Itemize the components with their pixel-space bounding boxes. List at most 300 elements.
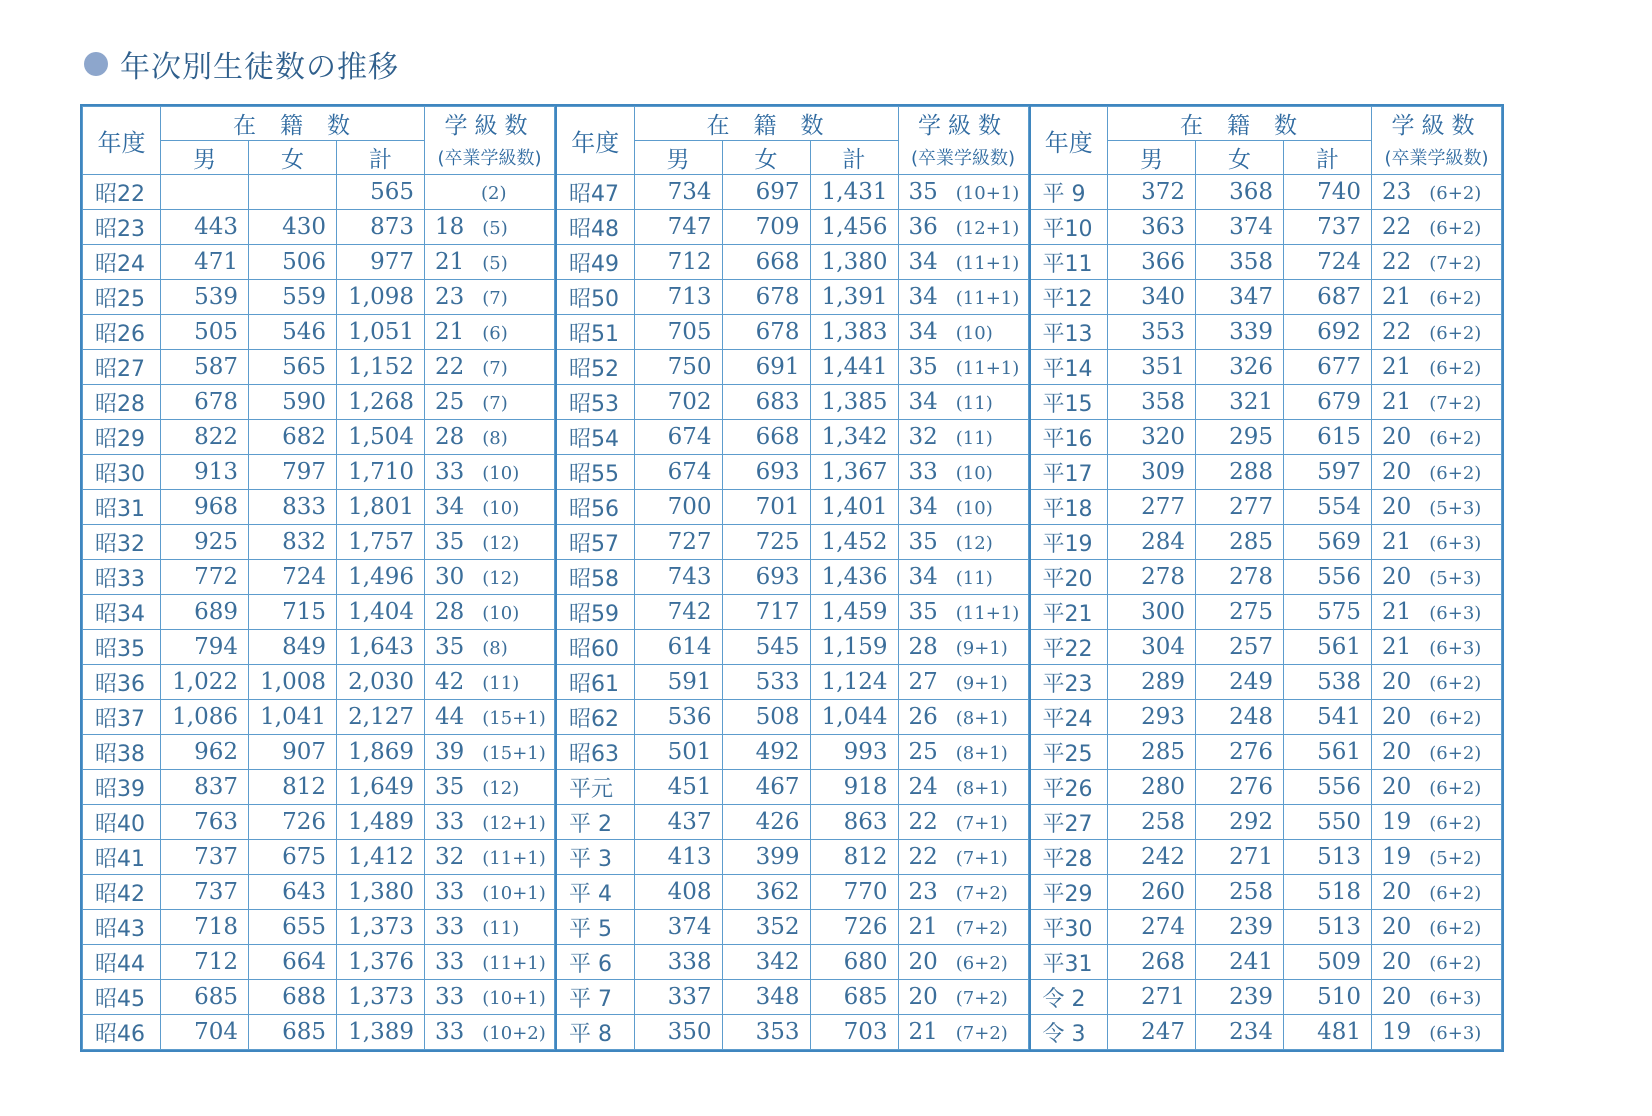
class-count-cell (1372, 875, 1502, 910)
female-count-cell: 276 (1196, 735, 1284, 770)
total-count-cell: 993 (810, 735, 898, 770)
female-count-cell: 295 (1196, 420, 1284, 455)
class-count: 35 (908, 179, 938, 205)
male-count-cell: 962 (161, 735, 249, 770)
graduating-class-count: (6+2) (1429, 288, 1482, 309)
class-count-cell (898, 735, 1028, 770)
total-count-cell: 726 (810, 910, 898, 945)
total-count-cell: 687 (1284, 280, 1372, 315)
table-row (556, 1015, 1028, 1050)
year-cell: 平 8 (556, 1015, 634, 1050)
class-count-cell (898, 910, 1028, 945)
female-count-cell: 683 (722, 385, 810, 420)
enrollment-table (555, 106, 1029, 1050)
class-count-cell (1372, 175, 1502, 210)
class-count: 19 (1382, 844, 1412, 870)
year-cell: 平14 (1030, 350, 1108, 385)
class-count: 33 (435, 459, 465, 485)
male-count-cell: 925 (161, 525, 249, 560)
total-count-cell: 1,051 (337, 315, 425, 350)
graduating-class-count: (6+2) (1429, 358, 1482, 379)
male-count-cell: 674 (634, 420, 722, 455)
year-cell: 平13 (1030, 315, 1108, 350)
class-count: 20 (1382, 774, 1412, 800)
class-count-cell (1372, 665, 1502, 700)
class-count: 21 (1382, 389, 1412, 415)
graduating-class-count: (12) (955, 533, 993, 554)
table-row (1030, 1015, 1502, 1050)
table-row (83, 455, 555, 490)
class-count: 20 (908, 949, 938, 975)
class-count-cell (1372, 210, 1502, 245)
table-row (83, 840, 555, 875)
year-cell: 平 3 (556, 840, 634, 875)
header-total: 計 (1284, 141, 1372, 175)
table-row (556, 735, 1028, 770)
class-count: 34 (908, 249, 938, 275)
class-count-cell (1372, 245, 1502, 280)
total-count-cell: 597 (1284, 455, 1372, 490)
year-cell: 平19 (1030, 525, 1108, 560)
male-count-cell: 413 (634, 840, 722, 875)
graduating-class-count: (12) (482, 778, 520, 799)
total-count-cell: 863 (810, 805, 898, 840)
year-cell: 昭40 (83, 805, 161, 840)
table-row (1030, 945, 1502, 980)
female-count-cell: 693 (722, 560, 810, 595)
year-cell: 昭43 (83, 910, 161, 945)
table-row (556, 595, 1028, 630)
table-row (1030, 175, 1502, 210)
graduating-class-count: (11+1) (482, 953, 546, 974)
year-cell: 昭46 (83, 1015, 161, 1050)
male-count-cell: 338 (634, 945, 722, 980)
female-count-cell: 239 (1196, 910, 1284, 945)
class-count: 20 (1382, 739, 1412, 765)
female-count-cell: 326 (1196, 350, 1284, 385)
female-count-cell: 717 (722, 595, 810, 630)
header-classes: 学級数 (898, 107, 1028, 141)
year-cell: 昭55 (556, 455, 634, 490)
table-row (556, 315, 1028, 350)
class-count-cell (425, 210, 555, 245)
year-cell: 平 2 (556, 805, 634, 840)
total-count-cell: 1,268 (337, 385, 425, 420)
total-count-cell: 565 (337, 175, 425, 210)
graduating-class-count: (10+1) (482, 988, 546, 1009)
table-row (556, 560, 1028, 595)
year-cell: 平16 (1030, 420, 1108, 455)
total-count-cell: 1,380 (810, 245, 898, 280)
female-count-cell: 426 (722, 805, 810, 840)
male-count-cell: 674 (634, 455, 722, 490)
table-row (1030, 980, 1502, 1015)
male-count-cell (161, 175, 249, 210)
class-count-cell (425, 420, 555, 455)
year-cell: 昭56 (556, 490, 634, 525)
table-row (83, 700, 555, 735)
year-cell: 昭35 (83, 630, 161, 665)
male-count-cell: 772 (161, 560, 249, 595)
total-count-cell: 1,159 (810, 630, 898, 665)
female-count-cell: 239 (1196, 980, 1284, 1015)
table-row (556, 700, 1028, 735)
graduating-class-count: (6) (482, 323, 508, 344)
class-count-cell (425, 805, 555, 840)
male-count-cell: 274 (1108, 910, 1196, 945)
female-count-cell: 277 (1196, 490, 1284, 525)
female-count-cell: 832 (249, 525, 337, 560)
total-count-cell: 518 (1284, 875, 1372, 910)
class-count: 20 (1382, 704, 1412, 730)
female-count-cell: 849 (249, 630, 337, 665)
year-cell: 昭33 (83, 560, 161, 595)
class-count-cell (1372, 910, 1502, 945)
bullet-dot-icon (84, 52, 108, 76)
table-row (556, 350, 1028, 385)
year-cell: 昭63 (556, 735, 634, 770)
class-count: 20 (1382, 914, 1412, 940)
female-count-cell: 565 (249, 350, 337, 385)
male-count-cell: 685 (161, 980, 249, 1015)
male-count-cell: 742 (634, 595, 722, 630)
class-count-cell (1372, 420, 1502, 455)
table-row (1030, 490, 1502, 525)
male-count-cell: 268 (1108, 945, 1196, 980)
graduating-class-count: (10) (955, 498, 993, 519)
graduating-class-count: (10) (955, 463, 993, 484)
class-count: 33 (435, 809, 465, 835)
year-cell: 平28 (1030, 840, 1108, 875)
female-count-cell: 278 (1196, 560, 1284, 595)
male-count-cell: 678 (161, 385, 249, 420)
female-count-cell: 675 (249, 840, 337, 875)
year-cell: 昭49 (556, 245, 634, 280)
year-cell: 平15 (1030, 385, 1108, 420)
class-count: 34 (908, 284, 938, 310)
male-count-cell: 536 (634, 700, 722, 735)
male-count-cell: 734 (634, 175, 722, 210)
year-cell: 平10 (1030, 210, 1108, 245)
header-total: 計 (810, 141, 898, 175)
table-row (1030, 280, 1502, 315)
year-cell: 昭45 (83, 980, 161, 1015)
class-count: 22 (435, 354, 465, 380)
class-count-cell (425, 490, 555, 525)
male-count-cell: 340 (1108, 280, 1196, 315)
year-cell: 平27 (1030, 805, 1108, 840)
female-count-cell: 682 (249, 420, 337, 455)
female-count-cell: 726 (249, 805, 337, 840)
year-cell: 昭58 (556, 560, 634, 595)
table-row (83, 910, 555, 945)
year-cell: 昭51 (556, 315, 634, 350)
class-count: 32 (435, 844, 465, 870)
total-count-cell: 1,376 (337, 945, 425, 980)
graduating-class-count: (7) (482, 393, 508, 414)
female-count-cell: 348 (722, 980, 810, 1015)
female-count-cell: 368 (1196, 175, 1284, 210)
male-count-cell: 337 (634, 980, 722, 1015)
class-count: 20 (1382, 669, 1412, 695)
table-row (1030, 595, 1502, 630)
graduating-class-count: (12+1) (955, 218, 1020, 239)
table-row (83, 595, 555, 630)
class-count: 25 (908, 739, 938, 765)
graduating-class-count: (6+2) (1429, 953, 1482, 974)
graduating-class-count: (11+1) (955, 253, 1020, 274)
table-row (1030, 665, 1502, 700)
year-cell: 昭34 (83, 595, 161, 630)
male-count-cell: 712 (161, 945, 249, 980)
table-row (556, 945, 1028, 980)
graduating-class-count: (6+2) (1429, 918, 1482, 939)
female-count-cell: 288 (1196, 455, 1284, 490)
header-female: 女 (249, 141, 337, 175)
class-count-cell (898, 350, 1028, 385)
total-count-cell: 1,098 (337, 280, 425, 315)
class-count-cell (1372, 385, 1502, 420)
graduating-class-count: (12) (482, 533, 520, 554)
male-count-cell: 689 (161, 595, 249, 630)
class-count-cell (898, 945, 1028, 980)
table-row (83, 945, 555, 980)
year-cell: 昭54 (556, 420, 634, 455)
graduating-class-count: (5+2) (1429, 848, 1482, 869)
total-count-cell: 556 (1284, 560, 1372, 595)
total-count-cell: 873 (337, 210, 425, 245)
male-count-cell: 258 (1108, 805, 1196, 840)
class-count: 25 (435, 389, 465, 415)
class-count: 35 (908, 354, 938, 380)
total-count-cell: 1,452 (810, 525, 898, 560)
total-count-cell: 1,757 (337, 525, 425, 560)
header-male: 男 (161, 141, 249, 175)
male-count-cell: 366 (1108, 245, 1196, 280)
class-count: 20 (1382, 564, 1412, 590)
class-count: 21 (1382, 634, 1412, 660)
class-count-cell (425, 910, 555, 945)
year-cell: 昭47 (556, 175, 634, 210)
year-cell: 昭48 (556, 210, 634, 245)
table-row (556, 210, 1028, 245)
table-row (83, 560, 555, 595)
class-count: 36 (908, 214, 938, 240)
male-count-cell: 614 (634, 630, 722, 665)
table-row (83, 770, 555, 805)
table-row (1030, 700, 1502, 735)
year-cell: 昭60 (556, 630, 634, 665)
male-count-cell: 702 (634, 385, 722, 420)
header-female: 女 (722, 141, 810, 175)
graduating-class-count: (10+2) (482, 1023, 546, 1044)
class-count: 21 (1382, 599, 1412, 625)
female-count-cell: 833 (249, 490, 337, 525)
graduating-class-count: (6+2) (955, 953, 1008, 974)
total-count-cell: 1,710 (337, 455, 425, 490)
year-cell: 昭61 (556, 665, 634, 700)
total-count-cell: 481 (1284, 1015, 1372, 1050)
male-count-cell: 591 (634, 665, 722, 700)
graduating-class-count: (7+2) (1429, 393, 1482, 414)
graduating-class-count: (6+2) (1429, 463, 1482, 484)
graduating-class-count: (7) (482, 358, 508, 379)
female-count-cell: 347 (1196, 280, 1284, 315)
table-row (83, 805, 555, 840)
total-count-cell: 1,456 (810, 210, 898, 245)
class-count-cell (425, 385, 555, 420)
graduating-class-count: (6+3) (1429, 533, 1482, 554)
year-cell: 平12 (1030, 280, 1108, 315)
class-count: 35 (435, 634, 465, 660)
female-count-cell: 590 (249, 385, 337, 420)
table-row (556, 455, 1028, 490)
male-count-cell: 320 (1108, 420, 1196, 455)
total-count-cell: 1,643 (337, 630, 425, 665)
class-count: 33 (435, 984, 465, 1010)
female-count-cell: 655 (249, 910, 337, 945)
class-count: 35 (435, 529, 465, 555)
male-count-cell: 353 (1108, 315, 1196, 350)
female-count-cell: 664 (249, 945, 337, 980)
total-count-cell: 1,869 (337, 735, 425, 770)
female-count-cell: 362 (722, 875, 810, 910)
enrollment-tables (80, 104, 1504, 1052)
class-count-cell (1372, 700, 1502, 735)
year-cell: 昭29 (83, 420, 161, 455)
class-count-cell (425, 735, 555, 770)
class-count: 20 (1382, 949, 1412, 975)
table-row (83, 210, 555, 245)
female-count-cell: 715 (249, 595, 337, 630)
header-classes: 学級数 (425, 107, 555, 141)
class-count: 27 (908, 669, 938, 695)
table-row (83, 280, 555, 315)
total-count-cell: 1,504 (337, 420, 425, 455)
male-count-cell: 1,022 (161, 665, 249, 700)
female-count-cell: 339 (1196, 315, 1284, 350)
class-count-cell (425, 840, 555, 875)
table-row (1030, 560, 1502, 595)
female-count-cell: 467 (722, 770, 810, 805)
header-classes-note: (卒業学級数) (425, 141, 555, 175)
class-count-cell (1372, 350, 1502, 385)
year-cell: 平元 (556, 770, 634, 805)
total-count-cell: 538 (1284, 665, 1372, 700)
table-row (1030, 210, 1502, 245)
table-row (83, 980, 555, 1015)
year-cell: 平30 (1030, 910, 1108, 945)
table-row (1030, 350, 1502, 385)
graduating-class-count: (5+3) (1429, 498, 1482, 519)
total-count-cell: 1,496 (337, 560, 425, 595)
graduating-class-count: (7+2) (955, 918, 1008, 939)
table-row (556, 805, 1028, 840)
total-count-cell: 1,389 (337, 1015, 425, 1050)
male-count-cell: 278 (1108, 560, 1196, 595)
graduating-class-count: (12) (482, 568, 520, 589)
year-cell: 平17 (1030, 455, 1108, 490)
year-cell: 昭57 (556, 525, 634, 560)
class-count: 20 (1382, 459, 1412, 485)
male-count-cell: 309 (1108, 455, 1196, 490)
class-count: 21 (435, 249, 465, 275)
class-count: 35 (908, 529, 938, 555)
total-count-cell: 1,412 (337, 840, 425, 875)
graduating-class-count: (10+1) (482, 883, 546, 904)
class-count: 22 (1382, 249, 1412, 275)
enrollment-table (82, 106, 555, 1050)
female-count-cell: 1,041 (249, 700, 337, 735)
year-cell: 平31 (1030, 945, 1108, 980)
class-count-cell (425, 245, 555, 280)
total-count-cell: 703 (810, 1015, 898, 1050)
year-cell: 昭30 (83, 455, 161, 490)
female-count-cell: 691 (722, 350, 810, 385)
table-row (83, 385, 555, 420)
table-row (556, 630, 1028, 665)
graduating-class-count: (7+2) (955, 1023, 1008, 1044)
total-count-cell: 510 (1284, 980, 1372, 1015)
female-count-cell: 533 (722, 665, 810, 700)
class-count: 22 (1382, 214, 1412, 240)
graduating-class-count: (7) (482, 288, 508, 309)
graduating-class-count: (8) (482, 638, 508, 659)
year-cell: 平 9 (1030, 175, 1108, 210)
total-count-cell: 561 (1284, 735, 1372, 770)
total-count-cell: 2,127 (337, 700, 425, 735)
class-count-cell (1372, 735, 1502, 770)
total-count-cell: 513 (1284, 840, 1372, 875)
female-count-cell: 276 (1196, 770, 1284, 805)
total-count-cell: 1,367 (810, 455, 898, 490)
table-row (83, 315, 555, 350)
total-count-cell: 1,380 (337, 875, 425, 910)
graduating-class-count: (2) (481, 183, 507, 204)
total-count-cell: 569 (1284, 525, 1372, 560)
male-count-cell: 372 (1108, 175, 1196, 210)
graduating-class-count: (6+3) (1429, 988, 1482, 1009)
header-enrollment: 在籍数 (634, 107, 898, 141)
total-count-cell: 812 (810, 840, 898, 875)
class-count-cell (898, 280, 1028, 315)
graduating-class-count: (11+1) (955, 288, 1020, 309)
table-row (556, 420, 1028, 455)
graduating-class-count: (10+1) (955, 183, 1020, 204)
graduating-class-count: (10) (482, 463, 520, 484)
class-count: 18 (435, 214, 465, 240)
year-cell: 昭52 (556, 350, 634, 385)
graduating-class-count: (11) (955, 428, 993, 449)
class-count: 33 (908, 459, 938, 485)
header-year: 年度 (1030, 107, 1108, 175)
header-classes-note: (卒業学級数) (1372, 141, 1502, 175)
table-row (1030, 770, 1502, 805)
year-cell: 昭26 (83, 315, 161, 350)
graduating-class-count: (8+1) (955, 778, 1008, 799)
table-row (1030, 840, 1502, 875)
class-count-cell (898, 665, 1028, 700)
total-count-cell: 679 (1284, 385, 1372, 420)
class-count-cell (898, 385, 1028, 420)
page-title-text: 年次別生徒数の推移 (120, 50, 399, 85)
total-count-cell: 1,441 (810, 350, 898, 385)
class-count: 22 (908, 844, 938, 870)
header-classes: 学級数 (1372, 107, 1502, 141)
class-count-cell (425, 1015, 555, 1050)
female-count-cell: 668 (722, 420, 810, 455)
female-count-cell: 374 (1196, 210, 1284, 245)
